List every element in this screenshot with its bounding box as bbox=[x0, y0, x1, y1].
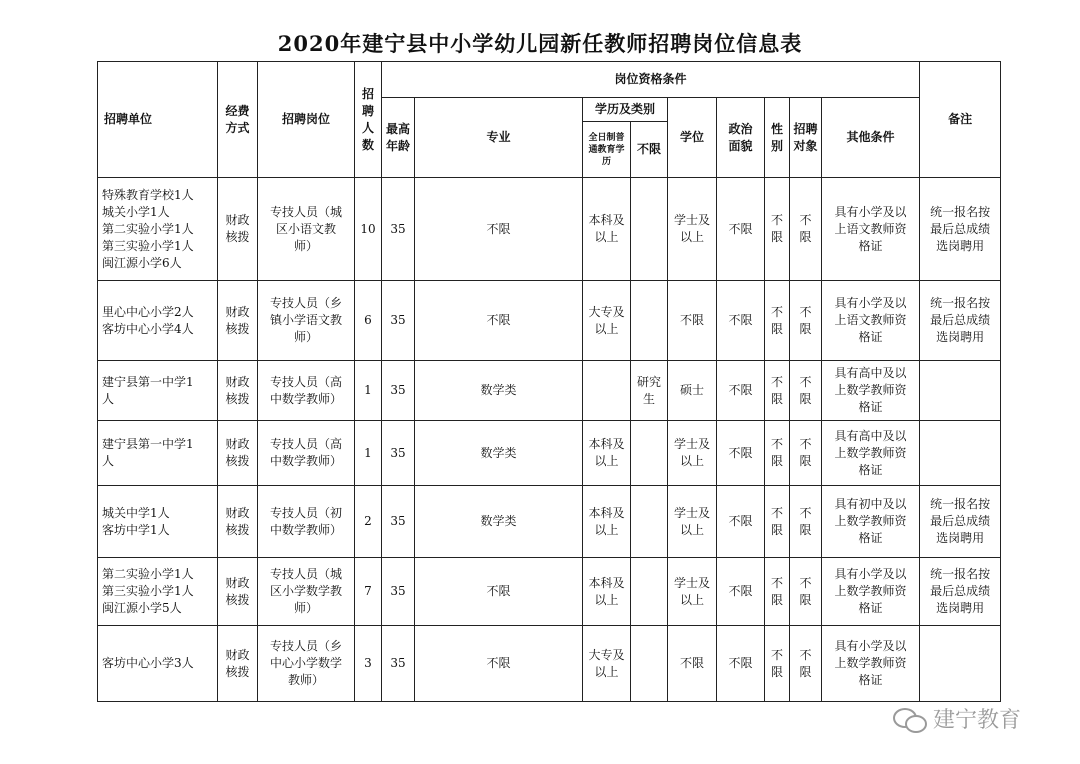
cell-political: 不限 bbox=[717, 486, 765, 558]
cell-degree: 学士及 以上 bbox=[668, 558, 717, 626]
table-row bbox=[98, 421, 1001, 486]
cell-age: 35 bbox=[382, 178, 415, 281]
cell-count: 7 bbox=[355, 558, 382, 626]
cell-remark bbox=[920, 421, 1001, 486]
table-row bbox=[98, 486, 1001, 558]
cell-funding: 财政 核拨 bbox=[218, 361, 258, 421]
cell-target: 不 限 bbox=[790, 178, 822, 281]
cell-unit: 建宁县第一中学1 人 bbox=[98, 361, 218, 421]
header-other: 其他条件 bbox=[822, 98, 920, 178]
cell-target: 不 限 bbox=[790, 421, 822, 486]
cell-target: 不 限 bbox=[790, 486, 822, 558]
cell-age: 35 bbox=[382, 486, 415, 558]
cell-unit: 城关中学1人 客坊中学1人 bbox=[98, 486, 218, 558]
cell-remark: 统一报名按 最后总成绩 选岗聘用 bbox=[920, 558, 1001, 626]
cell-other: 具有高中及以 上数学教师资 格证 bbox=[822, 361, 920, 421]
header-position: 招聘岗位 bbox=[258, 62, 355, 178]
cell-political: 不限 bbox=[717, 558, 765, 626]
cell-gender: 不 限 bbox=[765, 558, 790, 626]
cell-target: 不 限 bbox=[790, 626, 822, 702]
cell-unlimited bbox=[631, 178, 668, 281]
cell-count: 10 bbox=[355, 178, 382, 281]
cell-position: 专技人员（高 中数学教师） bbox=[258, 421, 355, 486]
header-remark: 备注 bbox=[920, 62, 1001, 178]
cell-gender: 不 限 bbox=[765, 178, 790, 281]
cell-age: 35 bbox=[382, 421, 415, 486]
cell-remark: 统一报名按 最后总成绩 选岗聘用 bbox=[920, 178, 1001, 281]
cell-major: 不限 bbox=[415, 178, 583, 281]
cell-gender: 不 限 bbox=[765, 486, 790, 558]
cell-target: 不 限 bbox=[790, 558, 822, 626]
header-political: 政治 面貌 bbox=[717, 98, 765, 178]
cell-unit: 客坊中心小学3人 bbox=[98, 626, 218, 702]
cell-count: 1 bbox=[355, 421, 382, 486]
cell-unlimited bbox=[631, 626, 668, 702]
cell-gender: 不 限 bbox=[765, 281, 790, 361]
cell-fulltime: 本科及 以上 bbox=[583, 558, 631, 626]
table-row bbox=[98, 626, 1001, 702]
cell-target: 不 限 bbox=[790, 281, 822, 361]
table-row bbox=[98, 361, 1001, 421]
cell-count: 2 bbox=[355, 486, 382, 558]
cell-fulltime bbox=[583, 361, 631, 421]
cell-political: 不限 bbox=[717, 421, 765, 486]
cell-unit: 特殊教育学校1人 城关小学1人 第二实验小学1人 第三实验小学1人 闽江源小学6人 bbox=[98, 178, 218, 281]
cell-political: 不限 bbox=[717, 626, 765, 702]
cell-remark bbox=[920, 361, 1001, 421]
header-funding: 经费 方式 bbox=[218, 62, 258, 178]
watermark-text: 建宁教育 bbox=[933, 708, 1022, 733]
header-qualification: 岗位资格条件 bbox=[382, 62, 920, 98]
cell-position: 专技人员（城 区小学数学教 师） bbox=[258, 558, 355, 626]
cell-funding: 财政 核拨 bbox=[218, 558, 258, 626]
cell-unlimited bbox=[631, 558, 668, 626]
cell-degree: 学士及 以上 bbox=[668, 178, 717, 281]
cell-count: 3 bbox=[355, 626, 382, 702]
cell-unlimited bbox=[631, 421, 668, 486]
cell-degree: 不限 bbox=[668, 626, 717, 702]
cell-age: 35 bbox=[382, 281, 415, 361]
cell-political: 不限 bbox=[717, 178, 765, 281]
header-age: 最高 年龄 bbox=[382, 98, 415, 178]
header-fulltime: 全日制普 通教育学 历 bbox=[583, 122, 631, 178]
cell-gender: 不 限 bbox=[765, 421, 790, 486]
header-count: 招 聘 人 数 bbox=[355, 62, 382, 178]
cell-fulltime: 大专及 以上 bbox=[583, 626, 631, 702]
cell-other: 具有小学及以 上数学教师资 格证 bbox=[822, 558, 920, 626]
cell-unit: 第二实验小学1人 第三实验小学1人 闽江源小学5人 bbox=[98, 558, 218, 626]
table-row bbox=[98, 558, 1001, 626]
cell-unit: 里心中心小学2人 客坊中心小学4人 bbox=[98, 281, 218, 361]
header-gender: 性 别 bbox=[765, 98, 790, 178]
cell-other: 具有小学及以 上语文教师资 格证 bbox=[822, 178, 920, 281]
cell-gender: 不 限 bbox=[765, 626, 790, 702]
cell-major: 不限 bbox=[415, 281, 583, 361]
cell-remark: 统一报名按 最后总成绩 选岗聘用 bbox=[920, 486, 1001, 558]
cell-unlimited: 研究 生 bbox=[631, 361, 668, 421]
watermark bbox=[893, 703, 1021, 734]
cell-funding: 财政 核拨 bbox=[218, 626, 258, 702]
recruitment-table bbox=[97, 61, 1001, 702]
cell-age: 35 bbox=[382, 626, 415, 702]
cell-count: 1 bbox=[355, 361, 382, 421]
cell-fulltime: 大专及 以上 bbox=[583, 281, 631, 361]
header-education: 学历及类别 bbox=[583, 98, 668, 122]
cell-major: 不限 bbox=[415, 558, 583, 626]
header-degree: 学位 bbox=[668, 98, 717, 178]
cell-degree: 硕士 bbox=[668, 361, 717, 421]
cell-unit: 建宁县第一中学1 人 bbox=[98, 421, 218, 486]
table-row bbox=[98, 178, 1001, 281]
cell-other: 具有初中及以 上数学教师资 格证 bbox=[822, 486, 920, 558]
cell-other: 具有高中及以 上数学教师资 格证 bbox=[822, 421, 920, 486]
cell-position: 专技人员（高 中数学教师） bbox=[258, 361, 355, 421]
cell-unlimited bbox=[631, 486, 668, 558]
cell-fulltime: 本科及 以上 bbox=[583, 486, 631, 558]
cell-position: 专技人员（乡 中心小学数学 教师） bbox=[258, 626, 355, 702]
cell-age: 35 bbox=[382, 361, 415, 421]
cell-position: 专技人员（初 中数学教师） bbox=[258, 486, 355, 558]
header-target: 招聘 对象 bbox=[790, 98, 822, 178]
cell-position: 专技人员（城 区小语文教 师） bbox=[258, 178, 355, 281]
cell-gender: 不 限 bbox=[765, 361, 790, 421]
header-unit: 招聘单位 bbox=[98, 62, 218, 178]
cell-funding: 财政 核拨 bbox=[218, 178, 258, 281]
cell-political: 不限 bbox=[717, 281, 765, 361]
header-unlimited: 不限 bbox=[631, 122, 668, 178]
cell-position: 专技人员（乡 镇小学语文教 师） bbox=[258, 281, 355, 361]
cell-major: 不限 bbox=[415, 626, 583, 702]
table-row bbox=[98, 281, 1001, 361]
cell-major: 数学类 bbox=[415, 361, 583, 421]
wechat-icon bbox=[893, 706, 927, 732]
cell-age: 35 bbox=[382, 558, 415, 626]
cell-count: 6 bbox=[355, 281, 382, 361]
cell-unlimited bbox=[631, 281, 668, 361]
cell-fulltime: 本科及 以上 bbox=[583, 421, 631, 486]
cell-major: 数学类 bbox=[415, 486, 583, 558]
cell-funding: 财政 核拨 bbox=[218, 421, 258, 486]
cell-fulltime: 本科及 以上 bbox=[583, 178, 631, 281]
cell-remark: 统一报名按 最后总成绩 选岗聘用 bbox=[920, 281, 1001, 361]
cell-funding: 财政 核拨 bbox=[218, 486, 258, 558]
cell-other: 具有小学及以 上语文教师资 格证 bbox=[822, 281, 920, 361]
cell-target: 不 限 bbox=[790, 361, 822, 421]
cell-remark bbox=[920, 626, 1001, 702]
cell-degree: 学士及 以上 bbox=[668, 421, 717, 486]
cell-degree: 学士及 以上 bbox=[668, 486, 717, 558]
page-title: 2020年建宁县中小学幼儿园新任教师招聘岗位信息表 bbox=[277, 31, 803, 56]
cell-funding: 财政 核拨 bbox=[218, 281, 258, 361]
cell-political: 不限 bbox=[717, 361, 765, 421]
cell-major: 数学类 bbox=[415, 421, 583, 486]
cell-degree: 不限 bbox=[668, 281, 717, 361]
cell-other: 具有小学及以 上数学教师资 格证 bbox=[822, 626, 920, 702]
header-major: 专业 bbox=[415, 98, 583, 178]
